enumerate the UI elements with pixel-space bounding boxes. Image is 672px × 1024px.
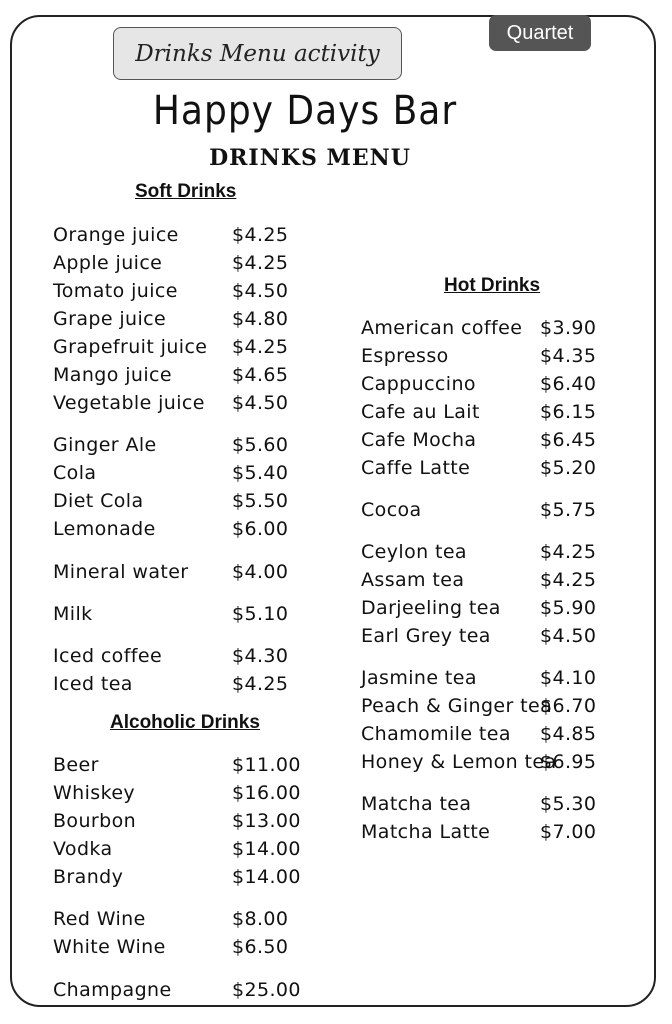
drink-price: $4.30 [232, 645, 289, 667]
drink-price: $13.00 [232, 810, 301, 832]
drink-price: $5.90 [540, 597, 597, 619]
quartet-badge[interactable]: Quartet [489, 15, 591, 51]
drink-price: $4.10 [540, 667, 597, 689]
drink-name: Apple juice [53, 252, 163, 274]
drink-name: Grapefruit juice [53, 336, 208, 358]
drink-price: $4.00 [232, 561, 289, 583]
drink-price: $14.00 [232, 866, 301, 888]
drink-name: Ginger Ale [53, 434, 157, 456]
drink-name: Darjeeling tea [361, 597, 501, 619]
drink-name: Ceylon tea [361, 541, 467, 563]
drink-name: Vegetable juice [53, 392, 205, 414]
drink-name: Diet Cola [53, 490, 144, 512]
drink-price: $14.00 [232, 838, 301, 860]
drink-name: Caffe Latte [361, 457, 471, 479]
drink-price: $8.00 [232, 908, 289, 930]
drink-price: $5.50 [232, 490, 289, 512]
drink-price: $25.00 [232, 979, 301, 1001]
drink-price: $11.00 [232, 754, 301, 776]
drink-price: $6.45 [540, 429, 597, 451]
drink-name: Peach & Ginger tea [361, 695, 553, 717]
drink-name: American coffee [361, 317, 523, 339]
drink-name: Grape juice [53, 308, 167, 330]
menu-subtitle: DRINKS MENU [209, 145, 411, 171]
drink-name: Brandy [53, 866, 124, 888]
drink-name: Mineral water [53, 561, 189, 583]
drink-name: Milk [53, 603, 93, 625]
drink-name: Espresso [361, 345, 449, 367]
drink-price: $5.30 [540, 793, 597, 815]
drink-name: Mango juice [53, 364, 172, 386]
drink-price: $5.20 [540, 457, 597, 479]
drink-price: $4.25 [540, 541, 597, 563]
drink-name: Jasmine tea [361, 667, 477, 689]
drink-name: Bourbon [53, 810, 137, 832]
drink-name: Vodka [53, 838, 113, 860]
drink-price: $4.65 [232, 364, 289, 386]
drink-price: $4.25 [232, 224, 289, 246]
drink-price: $5.60 [232, 434, 289, 456]
drink-price: $6.70 [540, 695, 597, 717]
drink-price: $4.85 [540, 723, 597, 745]
drink-name: Cola [53, 462, 97, 484]
drink-name: Champagne [53, 979, 172, 1001]
drink-name: Cafe au Lait [361, 401, 480, 423]
drink-name: Cafe Mocha [361, 429, 477, 451]
drink-name: Beer [53, 754, 99, 776]
activity-title: Drinks Menu activity [135, 40, 380, 67]
drink-name: Whiskey [53, 782, 136, 804]
drink-name: Tomato juice [53, 280, 178, 302]
drink-name: Assam tea [361, 569, 465, 591]
drink-price: $6.15 [540, 401, 597, 423]
alcoholic-drinks-heading: Alcoholic Drinks [110, 712, 260, 733]
drink-name: Red Wine [53, 908, 146, 930]
drink-price: $4.25 [232, 673, 289, 695]
drink-price: $4.25 [232, 336, 289, 358]
drink-price: $4.50 [540, 625, 597, 647]
drink-price: $5.10 [232, 603, 289, 625]
drink-name: White Wine [53, 936, 166, 958]
soft-drinks-heading: Soft Drinks [135, 181, 237, 202]
bar-name: Happy Days Bar [152, 88, 458, 134]
drink-name: Honey & Lemon tea [361, 751, 557, 773]
drink-name: Earl Grey tea [361, 625, 491, 647]
drink-name: Matcha tea [361, 793, 472, 815]
drink-price: $4.80 [232, 308, 289, 330]
hot-drinks-heading: Hot Drinks [444, 275, 541, 296]
drink-price: $6.95 [540, 751, 597, 773]
drink-name: Iced coffee [53, 645, 163, 667]
drink-price: $16.00 [232, 782, 301, 804]
drink-name: Matcha Latte [361, 821, 491, 843]
drink-price: $5.75 [540, 499, 597, 521]
drink-price: $6.50 [232, 936, 289, 958]
drink-price: $7.00 [540, 821, 597, 843]
activity-title-tab [113, 27, 402, 80]
drink-name: Lemonade [53, 518, 156, 540]
drink-price: $6.40 [540, 373, 597, 395]
drink-name: Orange juice [53, 224, 179, 246]
drink-price: $3.90 [540, 317, 597, 339]
drink-name: Cocoa [361, 499, 422, 521]
drink-price: $4.25 [540, 569, 597, 591]
drink-name: Chamomile tea [361, 723, 511, 745]
drink-price: $5.40 [232, 462, 289, 484]
drink-price: $4.35 [540, 345, 597, 367]
drink-price: $4.50 [232, 392, 289, 414]
drink-price: $4.50 [232, 280, 289, 302]
drink-price: $6.00 [232, 518, 289, 540]
drink-price: $4.25 [232, 252, 289, 274]
drink-name: Cappuccino [361, 373, 476, 395]
drink-name: Iced tea [53, 673, 133, 695]
